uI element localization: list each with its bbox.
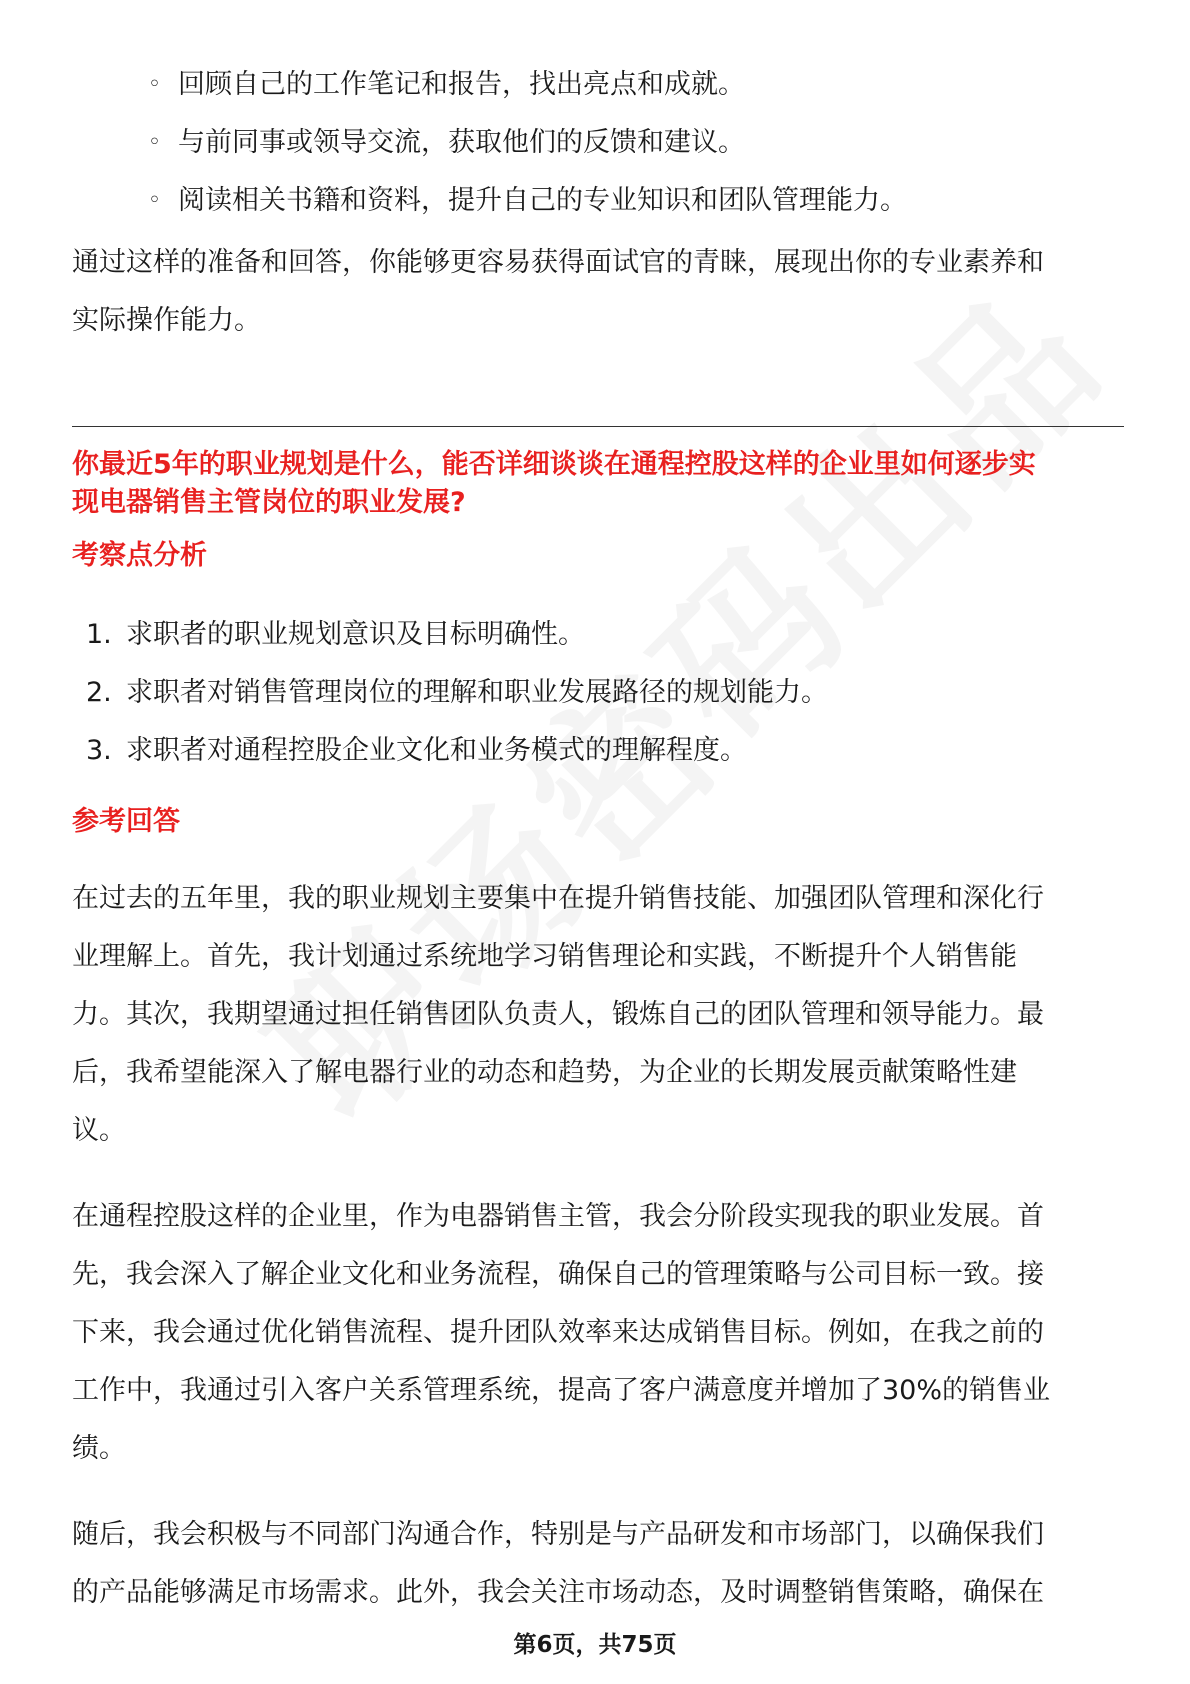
list-item-text: 与前同事或领导交流，获取他们的反馈和建议。 [178,127,745,158]
question-line: 现电器销售主管岗位的职业发展? [72,487,466,518]
analysis-list [86,606,1086,780]
bullet-icon: ◦ [148,130,161,155]
list-item [86,606,1086,664]
list-item-text: 求职者对通程控股企业文化和业务模式的理解程度。 [126,735,747,766]
page-footer: 第6页，共75页 [513,1632,677,1658]
question-line: 你最近5年的职业规划是什么，能否详细谈谈在通程控股这样的企业里如何逐步实 [72,449,1036,480]
paragraph-line: 力。其次，我期望通过担任销售团队负责人，锻炼自己的团队管理和领导能力。最 [72,999,1044,1030]
paragraph-line: 后，我希望能深入了解电器行业的动态和趋势，为企业的长期发展贡献策略性建 [72,1057,1017,1088]
paragraph-line: 下来，我会通过优化销售流程、提升团队效率来达成销售目标。例如，在我之前的 [72,1317,1044,1348]
paragraph-line: 在通程控股这样的企业里，作为电器销售主管，我会分阶段实现我的职业发展。首 [72,1201,1044,1232]
list-item-text: 求职者的职业规划意识及目标明确性。 [126,619,585,650]
bullet-icon: ◦ [148,188,161,213]
answer-paragraph-2 [72,1188,1122,1478]
list-item [86,722,1086,780]
list-number: 3. [86,735,112,766]
paragraph-line: 先，我会深入了解企业文化和业务流程，确保自己的管理策略与公司目标一致。接 [72,1259,1044,1290]
list-item-text: 回顾自己的工作笔记和报告，找出亮点和成就。 [178,69,745,100]
paragraph-line: 的产品能够满足市场需求。此外，我会关注市场动态，及时调整销售策略，确保在 [72,1577,1044,1608]
answer-paragraph-1 [72,870,1122,1160]
analysis-heading: 考察点分析 [72,540,207,571]
list-item-text: 阅读相关书籍和资料，提升自己的专业知识和团队管理能力。 [178,185,907,216]
paragraph-line: 业理解上。首先，我计划通过系统地学习销售理论和实践，不断提升个人销售能 [72,941,1017,972]
answer-paragraph-3 [72,1506,1122,1622]
paragraph-line: 工作中，我通过引入客户关系管理系统，提高了客户满意度并增加了30%的销售业 [72,1375,1051,1406]
list-number: 2. [86,677,112,708]
list-item [148,172,1118,230]
paragraph-line: 议。 [72,1115,126,1146]
section-divider [72,426,1124,427]
list-item [148,114,1118,172]
paragraph-line: 随后，我会积极与不同部门沟通合作，特别是与产品研发和市场部门，以确保我们 [72,1519,1044,1550]
question-heading [72,446,1132,522]
answer-heading: 参考回答 [72,806,180,837]
paragraph-line: 通过这样的准备和回答，你能够更容易获得面试官的青睐，展现出你的专业素养和 [72,247,1044,278]
list-item-text: 求职者对销售管理岗位的理解和职业发展路径的规划能力。 [126,677,828,708]
paragraph-line: 实际操作能力。 [72,305,261,336]
list-item [148,56,1118,114]
list-item [86,664,1086,722]
paragraph-line: 绩。 [72,1433,126,1464]
bullet-icon: ◦ [148,72,161,97]
top-bullet-list [148,56,1118,230]
paragraph-line: 在过去的五年里，我的职业规划主要集中在提升销售技能、加强团队管理和深化行 [72,883,1044,914]
intro-paragraph [72,234,1122,350]
list-number: 1. [86,619,112,650]
